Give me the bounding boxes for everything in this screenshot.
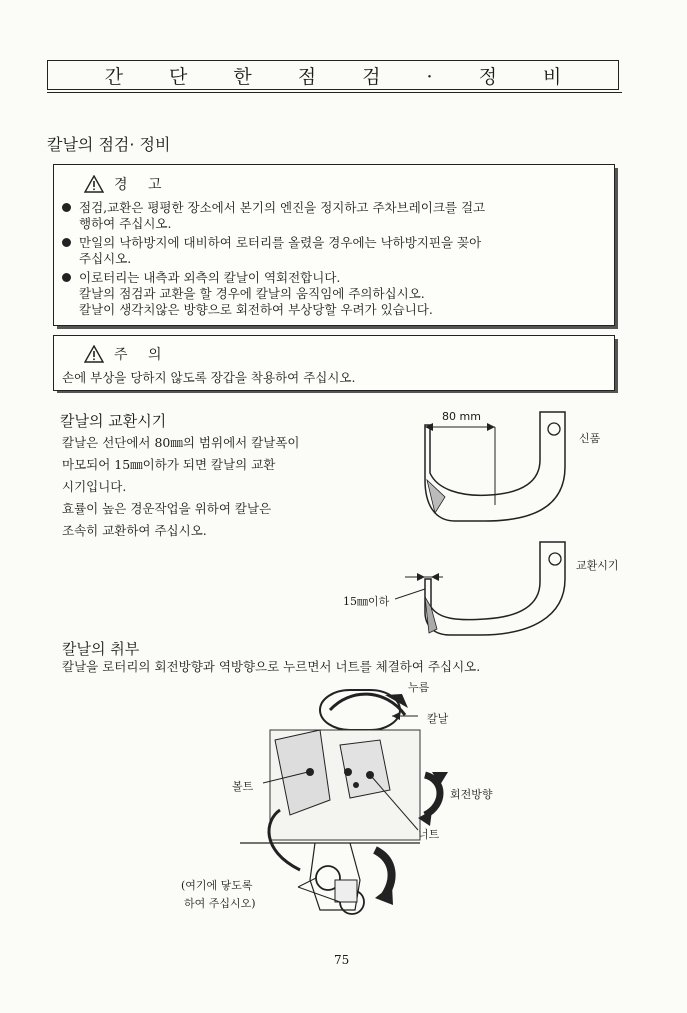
title-underline bbox=[47, 92, 622, 93]
warning-heading: 경 고 bbox=[114, 177, 170, 193]
bullet-dot-icon bbox=[62, 238, 71, 247]
handling-title: 칼날의 취부 bbox=[62, 640, 140, 658]
blade-label: 칼날 bbox=[427, 712, 449, 725]
warning-bullets bbox=[62, 200, 485, 318]
warning-triangle-icon bbox=[84, 345, 104, 363]
caution-heading: 주 의 bbox=[114, 347, 170, 363]
caution-text: 손에 부상을 당하지 않도록 장갑을 착용하여 주십시오. bbox=[62, 370, 356, 385]
min-width-label: 15㎜이하 bbox=[343, 595, 390, 608]
nut-label: 너트 bbox=[418, 828, 440, 841]
contact-note-line1: (여기에 닿도록 bbox=[181, 879, 253, 892]
warning-header bbox=[84, 174, 170, 194]
list-item: 주십시오. bbox=[79, 251, 132, 266]
new-blade-figure bbox=[415, 405, 575, 530]
page-title: 간 단 한 점 검 · 정 비 bbox=[104, 65, 582, 88]
handling-text: 칼날을 로터리의 회전방향과 역방향으로 누르면서 너트를 체결하여 주십시오. bbox=[62, 659, 481, 674]
section-title: 칼날의 점검· 정비 bbox=[47, 135, 171, 154]
dimension-label: 80 mm bbox=[442, 410, 481, 423]
worn-blade-figure bbox=[395, 537, 575, 647]
warning-box-shadow bbox=[57, 326, 618, 329]
warning-triangle-icon bbox=[84, 175, 104, 193]
title-box bbox=[47, 60, 619, 90]
bullet-dot-icon bbox=[62, 203, 71, 212]
warning-box bbox=[53, 164, 615, 326]
list-item: 이로터리는 내측과 외측의 칼날이 역회전합니다. bbox=[62, 270, 485, 286]
contact-note-line2: 하여 주십시오) bbox=[184, 897, 256, 910]
new-blade-label: 신품 bbox=[579, 432, 601, 445]
bolt-label: 볼트 bbox=[232, 780, 254, 793]
rotation-direction-label: 회전방향 bbox=[450, 788, 493, 801]
caution-header bbox=[84, 344, 170, 364]
list-item: 칼날의 점검과 교환을 할 경우에 칼날의 움직임에 주의하십시오. bbox=[79, 286, 425, 301]
press-label: 누름 bbox=[408, 681, 430, 694]
list-item: 칼날이 생각치않은 방향으로 회전하여 부상당할 우려가 있습니다. bbox=[79, 302, 433, 317]
replacement-time-label: 교환시기 bbox=[576, 559, 619, 572]
list-item: 만일의 낙하방지에 대비하여 로터리를 올렸을 경우에는 낙하방지핀을 꽂아 bbox=[62, 235, 485, 251]
caution-box bbox=[53, 335, 615, 391]
warning-box-shadow bbox=[615, 168, 618, 328]
replacement-title: 칼날의 교환시기 bbox=[60, 412, 167, 430]
caution-box-shadow bbox=[615, 339, 618, 393]
list-item: 행하여 주십시오. bbox=[79, 216, 172, 231]
replacement-text: 칼날은 선단에서 80㎜의 범위에서 칼날폭이 마모되어 15㎜이하가 되면 칼날의 교환 시기입니다. 효률이 높은 경운작업을 위하여 칼날은 조속히 교환하여 주십시오. bbox=[62, 435, 300, 538]
page-number: 75 bbox=[334, 953, 350, 967]
list-item: 점검,교환은 평평한 장소에서 본기의 엔진을 정지하고 주차브레이크를 걸고 bbox=[62, 200, 485, 216]
bullet-dot-icon bbox=[62, 273, 71, 282]
